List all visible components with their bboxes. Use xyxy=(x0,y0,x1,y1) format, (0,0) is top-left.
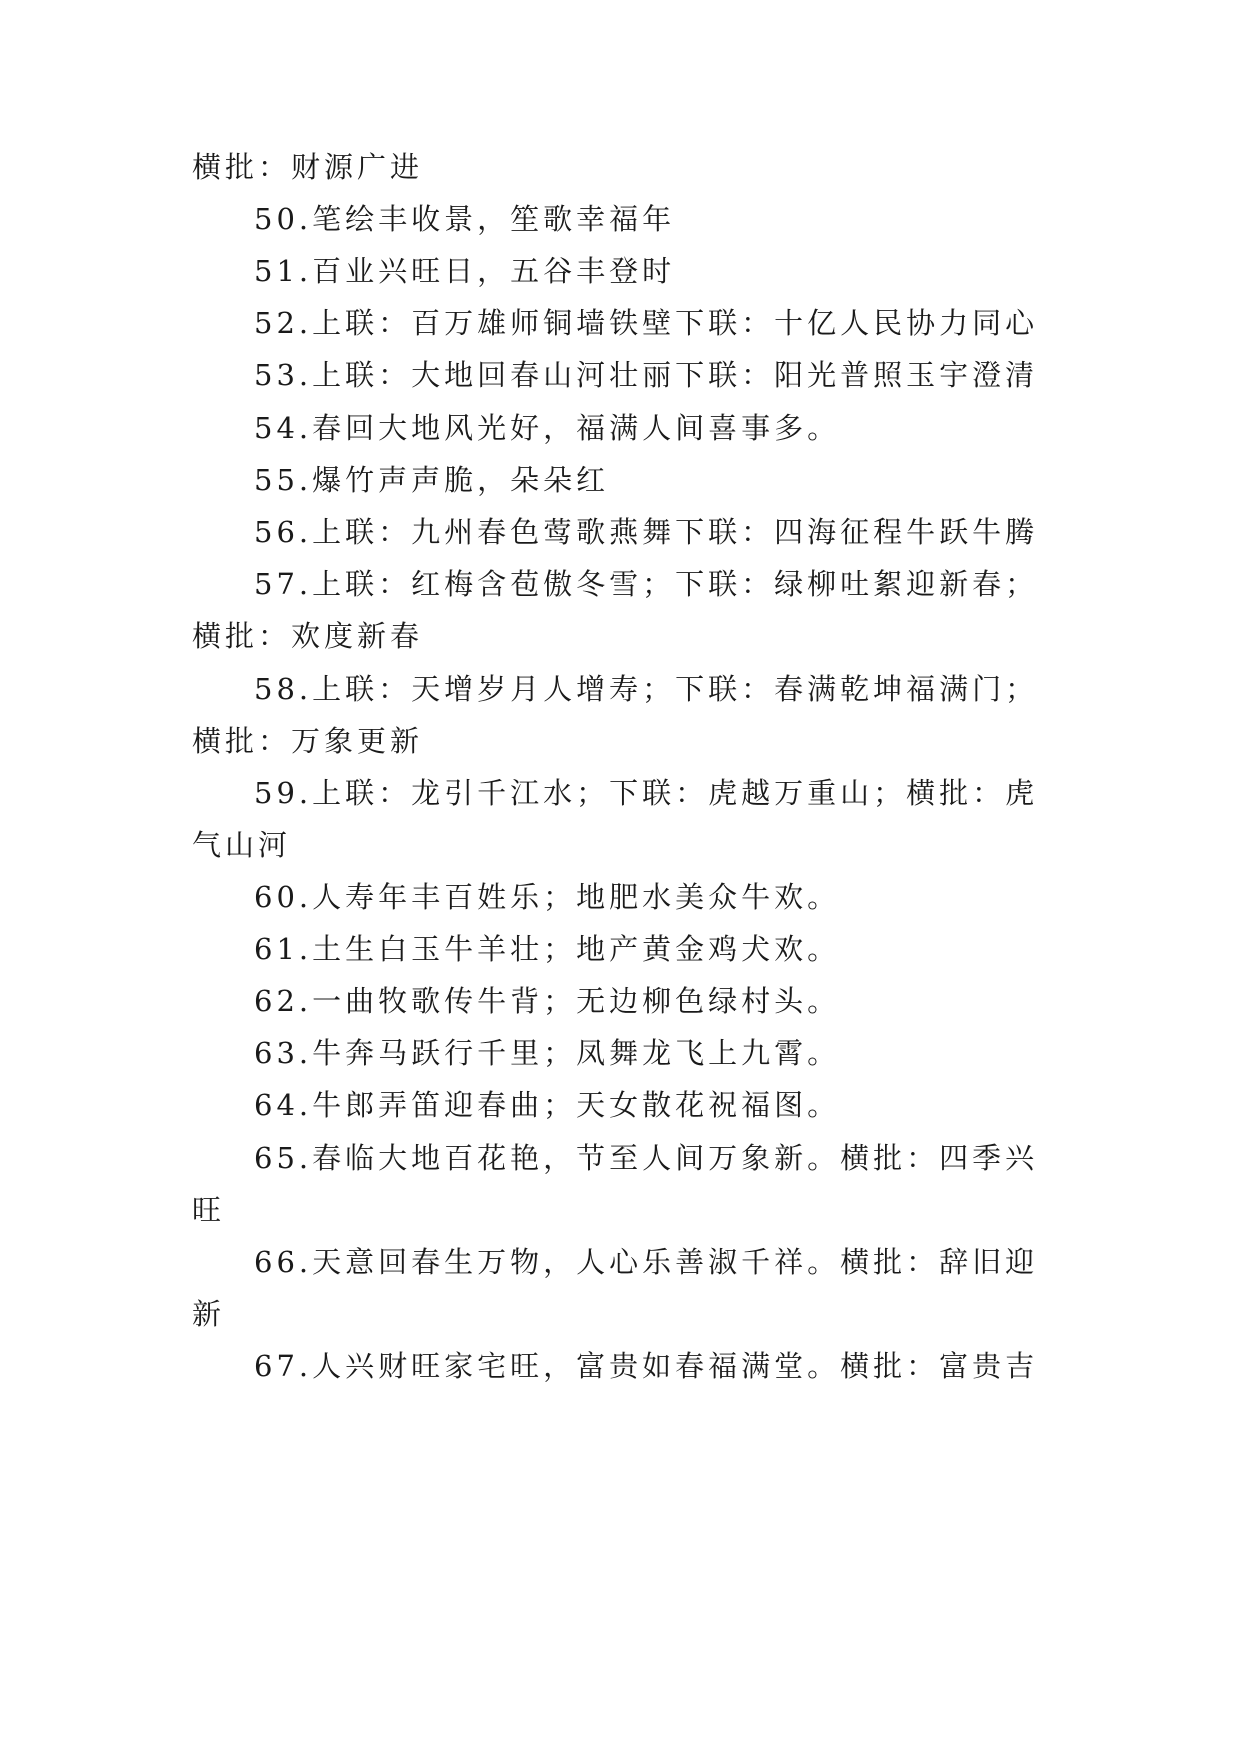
text-line: 旺 xyxy=(192,1193,226,1227)
text-line: 59.上联：龙引千江水；下联：虎越万重山；横批：虎 xyxy=(254,776,1039,810)
text-line: 61.土生白玉牛羊壮；地产黄金鸡犬欢。 xyxy=(254,932,841,966)
text-line: 62.一曲牧歌传牛背；无边柳色绿村头。 xyxy=(254,984,841,1018)
text-line: 横批：欢度新春 xyxy=(192,619,424,653)
text-line: 53.上联：大地回春山河壮丽下联：阳光普照玉宇澄清 xyxy=(254,358,1039,392)
text-line: 67.人兴财旺家宅旺，富贵如春福满堂。横批：富贵吉 xyxy=(254,1349,1039,1383)
text-line: 54.春回大地风光好，福满人间喜事多。 xyxy=(254,411,841,445)
text-line: 55.爆竹声声脆，朵朵红 xyxy=(254,463,610,497)
text-line: 64.牛郎弄笛迎春曲；天女散花祝福图。 xyxy=(254,1088,841,1122)
text-line: 56.上联：九州春色莺歌燕舞下联：四海征程牛跃牛腾 xyxy=(254,515,1039,549)
text-line: 63.牛奔马跃行千里；凤舞龙飞上九霄。 xyxy=(254,1036,841,1070)
text-line: 52.上联：百万雄师铜墙铁壁下联：十亿人民协力同心 xyxy=(254,306,1039,340)
text-line: 57.上联：红梅含苞傲冬雪；下联：绿柳吐絮迎新春； xyxy=(254,567,1039,601)
text-line: 横批：万象更新 xyxy=(192,724,424,758)
text-line: 横批：财源广进 xyxy=(192,150,424,184)
text-line: 58.上联：天增岁月人增寿；下联：春满乾坤福满门； xyxy=(254,672,1039,706)
text-line: 50.笔绘丰收景，笙歌幸福年 xyxy=(254,202,676,236)
text-line: 气山河 xyxy=(192,828,292,862)
text-line: 66.天意回春生万物，人心乐善淑千祥。横批：辞旧迎 xyxy=(254,1245,1039,1279)
text-line: 60.人寿年丰百姓乐；地肥水美众牛欢。 xyxy=(254,880,841,914)
text-line: 新 xyxy=(192,1297,226,1331)
text-line: 51.百业兴旺日，五谷丰登时 xyxy=(254,254,676,288)
text-line: 65.春临大地百花艳，节至人间万象新。横批：四季兴 xyxy=(254,1141,1039,1175)
